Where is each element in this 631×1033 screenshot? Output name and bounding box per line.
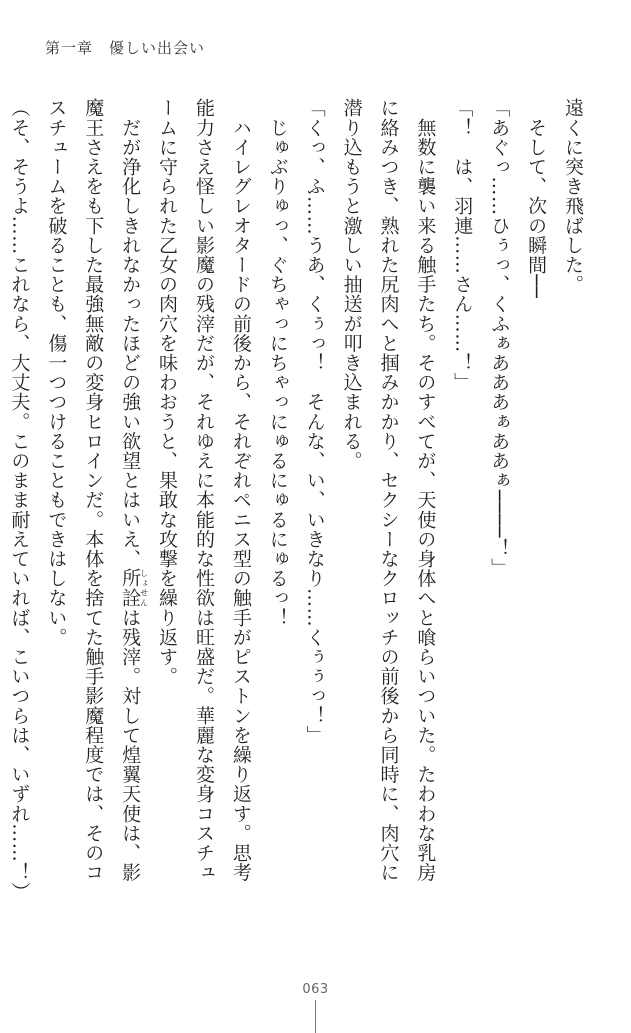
text-line: 魔王さえをも下した最強無敵の変身ヒロインだ。本体を捨てた触手影魔程度では、そのコ [82, 98, 105, 882]
body-text [8, 98, 591, 958]
text-line: 能力さえ怪しい影魔の残滓だが、それゆえに本能的な性欲は旺盛だ。華麗な変身コスチュ [192, 98, 215, 882]
ruby-annotation: 所詮しょせん [119, 568, 149, 608]
text-line: 無数に襲い来る触手たち。そのすべてが、天使の身体へと喰らいついた。たわわな乳房 [414, 98, 437, 882]
text-line: に絡みつき、熟れた尻肉へと掴みかかり、セクシーなクロッチの前後から同時に、肉穴に [377, 98, 400, 882]
text-line: 遠くに突き飛ばした。 [562, 98, 584, 294]
text-line: 潜り込もうと激しい抽送が叩き込まれる。 [340, 98, 363, 471]
chapter-title: 第一章 優しい出会い [45, 39, 206, 57]
text-line: スチュームを破ることも、傷一つつけることもできはしない。 [45, 98, 68, 647]
text-line: ハイレグレオタードの前後から、それぞれペニス型の触手がピストンを繰り返す。思考 [229, 98, 252, 882]
text-line: 「くっ、ふ……うあ、くぅっ！ そんな、い、いきなり……くぅぅっ！」 [303, 98, 326, 745]
page-number: 063 [302, 982, 329, 997]
text-line: じゅぶりゅっ、ぐちゃっにちゃっにゅるにゅるにゅるっ！ [266, 98, 289, 628]
text-line: ームに守られた乙女の肉穴を味わおうと、果敢な攻撃を繰り返す。 [156, 98, 179, 686]
page-number-rule [315, 1000, 316, 1033]
text-line: 「あぐっ……ひぅっ、くふぁあああぁああぁ────！」 [488, 98, 511, 578]
text-line: そして、次の瞬間── [525, 98, 548, 299]
text-line-with-ruby: だが浄化しきれなかったほどの強い欲望とはいえ、所詮しょせんは残滓。対して煌翼天使は、影 [119, 98, 149, 883]
text-line: （そ、そうよ……これなら、大丈夫。このまま耐えていれば、こいつらは、いずれ……！） [8, 98, 31, 902]
text-line: 「！ は、羽連……さん……！」 [451, 98, 474, 392]
